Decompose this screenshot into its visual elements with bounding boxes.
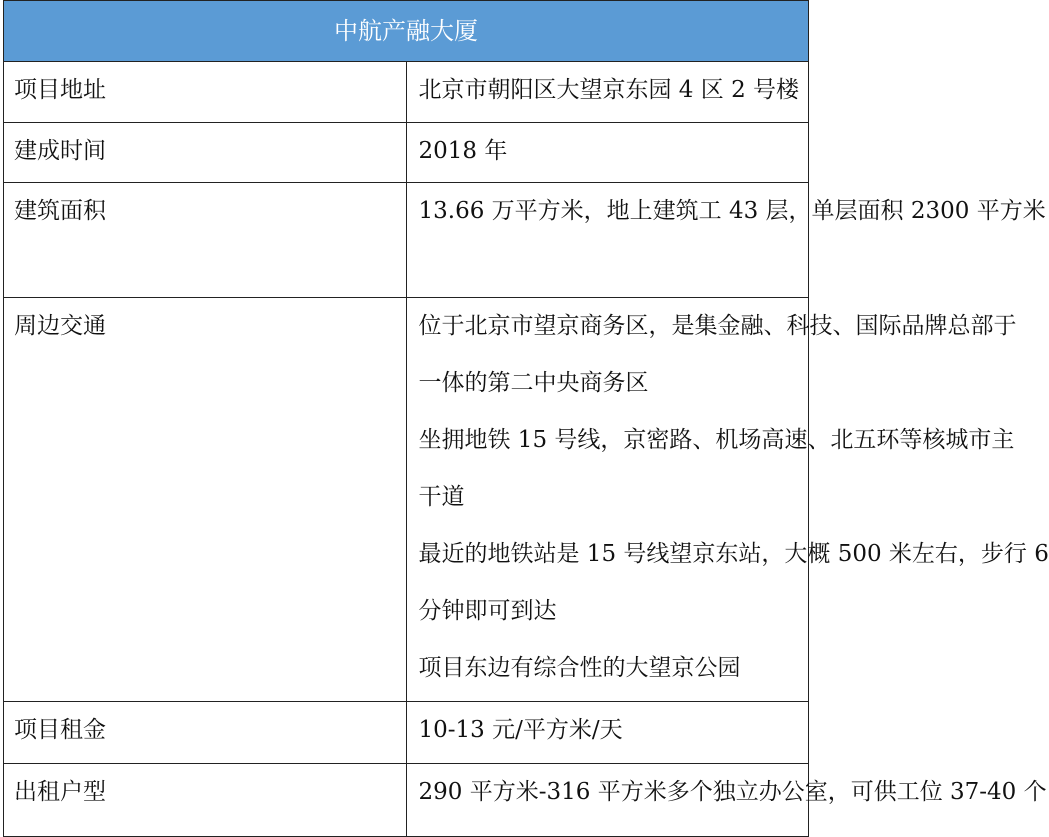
traffic-line: 项目东边有综合性的大望京公园 [418,655,741,681]
table-row-rent [4,702,809,764]
unit-type-value: 290 平方米-316 平方米多个独立办公室，可供工位 37-40 个 [406,764,809,837]
unit-type-label: 出租户型 [4,764,407,837]
year-value: 2018 年 [406,123,809,183]
traffic-line: 坐拥地铁 15 号线，京密路、机场高速、北五环等核城市主 [418,427,1015,453]
building-title: 中航产融大厦 [4,1,809,62]
table-row-address [4,62,809,123]
table-row-area [4,183,809,298]
table-row-year [4,123,809,183]
traffic-label: 周边交通 [4,298,407,702]
address-value: 北京市朝阳区大望京东园 4 区 2 号楼 [406,62,809,123]
traffic-line: 位于北京市望京商务区，是集金融、科技、国际品牌总部于 [418,313,1017,339]
traffic-line: 分钟即可到达 [418,598,557,624]
property-info-table [3,0,1049,837]
year-label: 建成时间 [4,123,407,183]
rent-value: 10-13 元/平方米/天 [406,702,809,764]
property-info-sheet [3,0,1049,833]
traffic-line: 一体的第二中央商务区 [418,370,649,396]
table-row-unit-type [4,764,809,837]
traffic-line: 最近的地铁站是 15 号线望京东站，大概 500 米左右，步行 6 [418,541,1049,567]
address-label: 项目地址 [4,62,407,123]
table-row-traffic [4,298,809,702]
title-row [4,1,809,62]
area-value: 13.66 万平方米，地上建筑工 43 层，单层面积 2300 平方米 [406,183,809,298]
traffic-line: 干道 [418,484,465,510]
rent-label: 项目租金 [4,702,407,764]
area-label: 建筑面积 [4,183,407,298]
traffic-value [406,298,1049,702]
